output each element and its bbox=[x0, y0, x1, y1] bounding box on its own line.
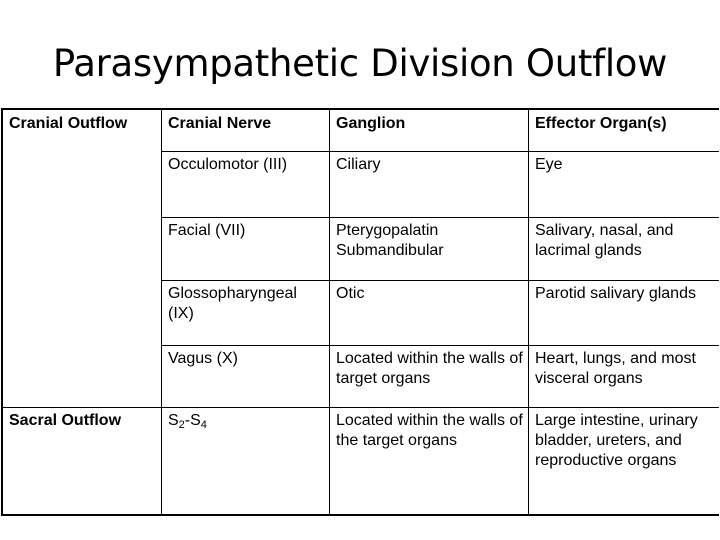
sacral-outflow-label: Sacral Outflow bbox=[2, 407, 162, 515]
column-header-ganglion: Ganglion bbox=[330, 109, 529, 151]
table-row bbox=[2, 345, 719, 407]
sacral-nerve-separator: -S bbox=[184, 411, 201, 429]
ganglion-cell: Located within the walls of target organs bbox=[330, 345, 529, 407]
effector-cell: Salivary, nasal, and lacrimal glands bbox=[529, 217, 720, 280]
ganglion-cell: Pterygopalatin Submandibular bbox=[330, 217, 529, 280]
sacral-nerve-subscript-end: 4 bbox=[200, 418, 207, 431]
effector-cell: Heart, lungs, and most visceral organs bbox=[529, 345, 720, 407]
effector-cell: Large intestine, urinary bladder, ureters, and reproductive organs bbox=[529, 407, 720, 515]
nerve-cell bbox=[162, 407, 330, 515]
effector-cell: Eye bbox=[529, 151, 720, 217]
table-row-sacral bbox=[2, 407, 719, 515]
nerve-cell: Vagus (X) bbox=[162, 345, 330, 407]
nerve-cell: Glossopharyngeal (IX) bbox=[162, 280, 330, 345]
effector-cell: Parotid salivary glands bbox=[529, 280, 720, 345]
column-header-effector-organs: Effector Organ(s) bbox=[529, 109, 720, 151]
outflow-table bbox=[1, 108, 719, 516]
nerve-cell: Facial (VII) bbox=[162, 217, 330, 280]
outflow-empty-cell bbox=[2, 217, 162, 280]
table-header-row bbox=[2, 109, 719, 151]
column-header-cranial-nerve: Cranial Nerve bbox=[162, 109, 330, 151]
sacral-nerve-subscript-start: 2 bbox=[178, 418, 185, 431]
outflow-empty-cell bbox=[2, 280, 162, 345]
ganglion-cell: Otic bbox=[330, 280, 529, 345]
table-row bbox=[2, 280, 719, 345]
ganglion-cell: Located within the walls of the target organs bbox=[330, 407, 529, 515]
nerve-cell: Occulomotor (III) bbox=[162, 151, 330, 217]
outflow-empty-cell bbox=[2, 345, 162, 407]
outflow-empty-cell bbox=[2, 151, 162, 217]
slide-title: Parasympathetic Division Outflow bbox=[52, 42, 668, 85]
cranial-outflow-label: Cranial Outflow bbox=[9, 115, 128, 132]
ganglion-cell: Ciliary bbox=[330, 151, 529, 217]
table-row bbox=[2, 217, 719, 280]
table-row bbox=[2, 151, 719, 217]
sacral-nerve-prefix: S bbox=[168, 411, 179, 429]
